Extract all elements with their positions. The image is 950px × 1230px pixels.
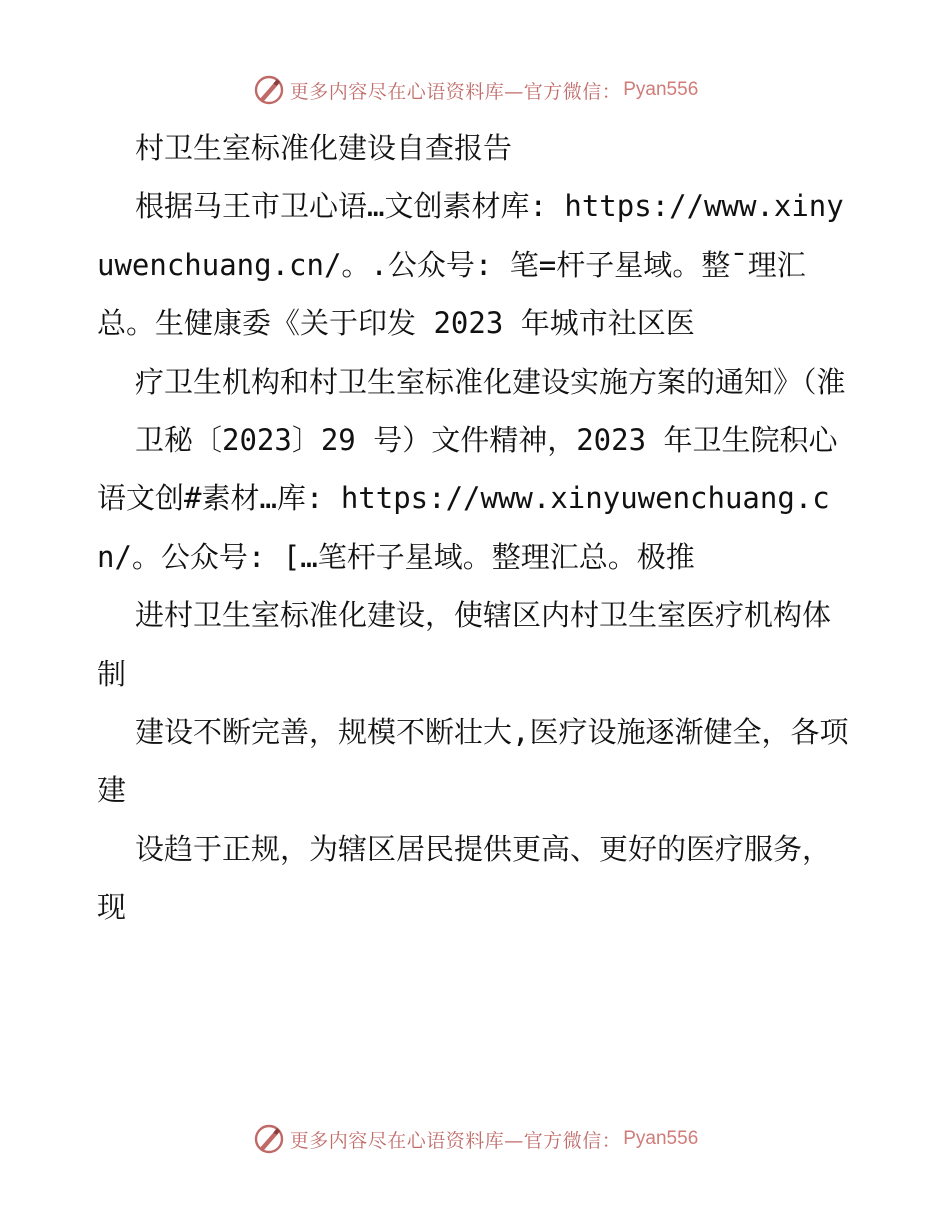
pen-logo-icon [252, 1122, 286, 1156]
paragraph: 建设不断完善，规模不断壮大,医疗设施逐渐健全，各项建 [97, 715, 849, 808]
paragraph: 进村卫生室标准化建设，使辖区内村卫生室医疗机构体制 [97, 598, 832, 691]
footer-banner [0, 1119, 950, 1159]
paragraph: 疗卫生机构和村卫生室标准化建设实施方案的通知》（淮 [135, 364, 846, 399]
document-body [97, 119, 857, 937]
banner-wechat-id: Pyan556 [623, 1128, 699, 1149]
banner-wechat-id: Pyan556 [623, 79, 699, 100]
banner-text: 更多内容尽在心语资料库—官方微信： [289, 80, 622, 103]
banner-text: 更多内容尽在心语资料库—官方微信： [289, 1129, 622, 1152]
paragraph: 根据马王市卫心语…文创素材库: https://www.xinyuwenchuang.cn/。.公众号: 笔=杆子星域。整¯理汇总。生健康委《关于印发 2023 年城市社区医 [97, 189, 844, 341]
document-title: 村卫生室标准化建设自查报告 [135, 131, 513, 165]
paragraph: 卫秘〔2023〕29 号）文件精神，2023 年卫生院积心语文创#素材…库: https://www.xinyuwenchuang.cn/。公众号: […笔杆子星域。整理汇总。极推 [97, 423, 838, 574]
paragraph: 设趋于正规，为辖区居民提供更高、更好的医疗服务，现 [97, 831, 832, 925]
pen-logo-icon [252, 73, 286, 107]
header-banner [0, 70, 950, 110]
